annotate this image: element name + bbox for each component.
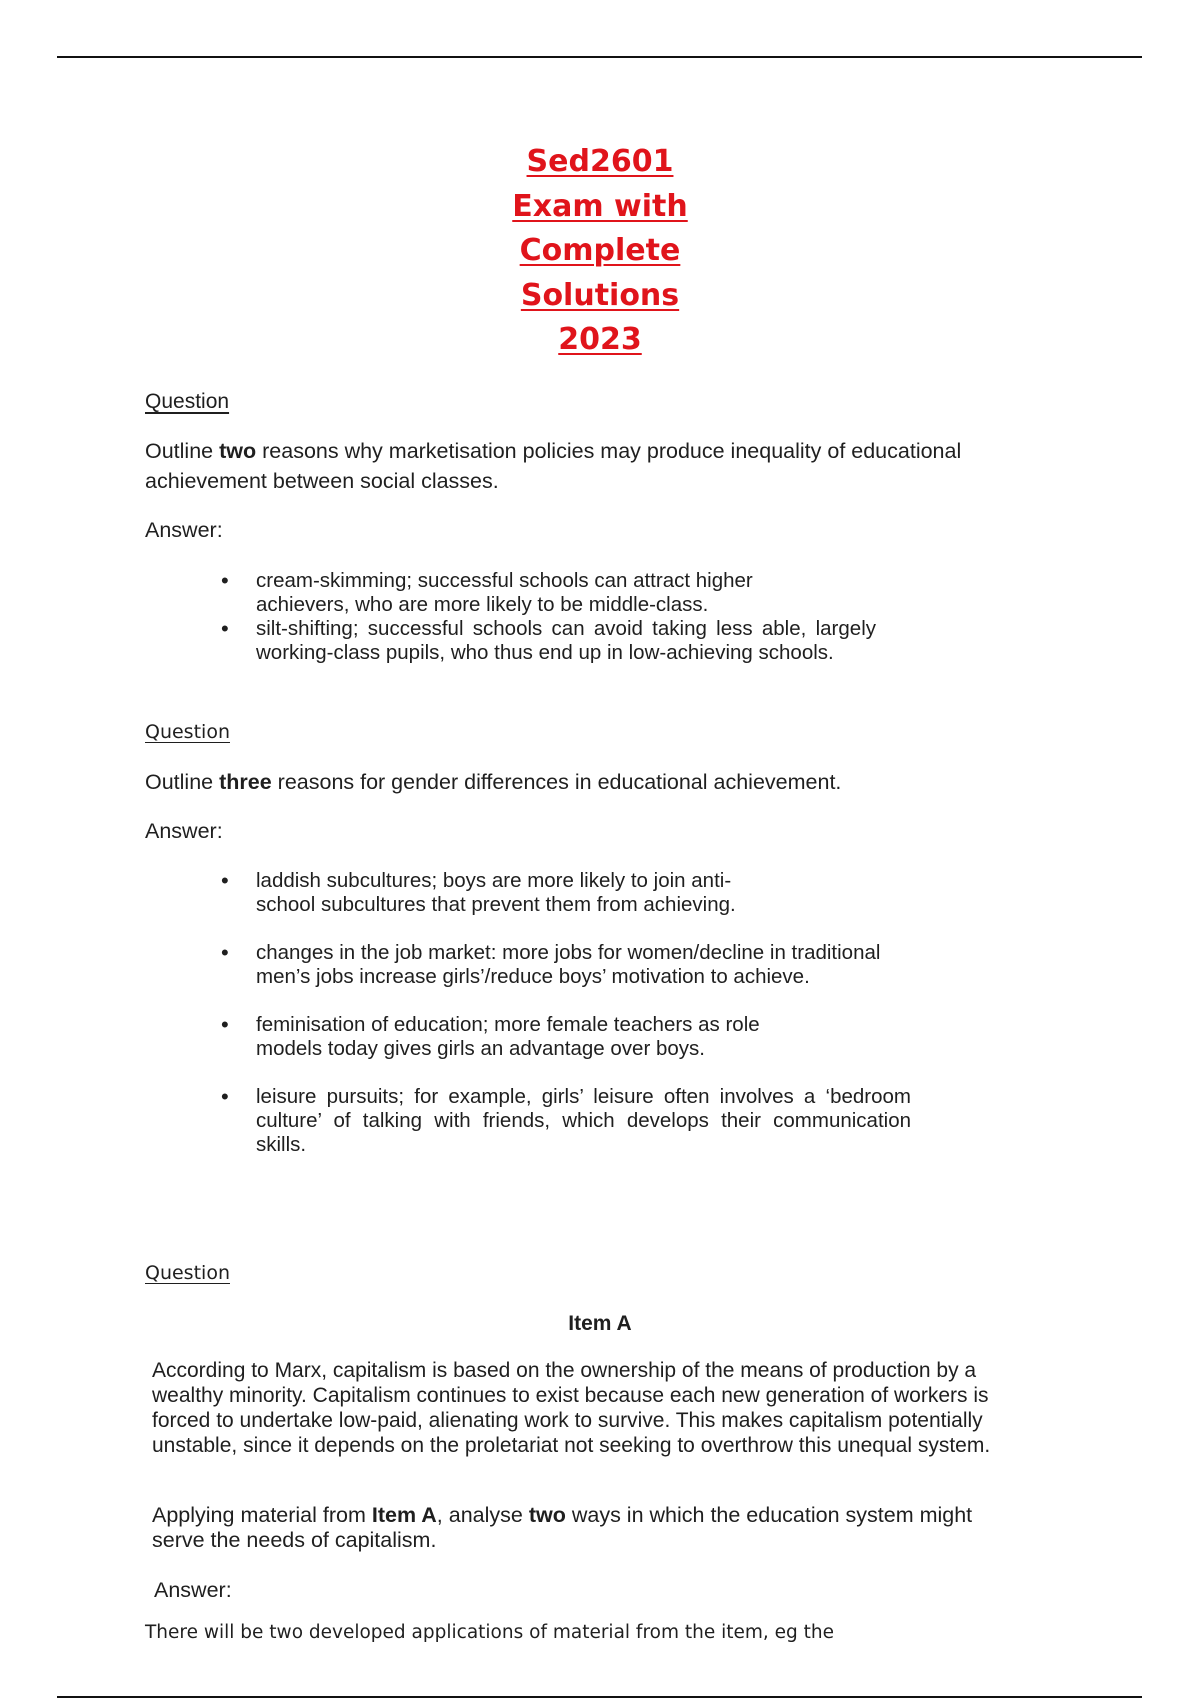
list-item: • silt-shifting; successful schools can avoid taking less able, largely working-class pupils, who thus end up in low-achieving schools. — [221, 617, 876, 665]
q3-label: Question — [145, 1262, 230, 1284]
title-line-3: Complete — [519, 233, 681, 268]
q2-answer-label: Answer: — [145, 819, 223, 843]
q1-label: Question — [145, 390, 230, 413]
item-a-text: According to Marx, capitalism is based on the ownership of the means of production by a wealthy minority. Capitalism continues to exist because each new generation of workers is forced to undertake low-paid, alienating work to survive. This makes capitalism potentially unstable, since it depends on the proletariat not seeking to overthrow this unequal system. — [152, 1359, 991, 1457]
item-a-title: Item A — [568, 1312, 632, 1335]
q1-answer-list — [221, 569, 876, 665]
title-line-1: Sed2601 — [526, 144, 674, 179]
q3-question-text: Applying material from Item A, analyse two ways in which the education system might serve the needs of capitalism. — [152, 1503, 973, 1552]
q2-label: Question — [145, 721, 230, 743]
q1-question-text: Outline two reasons why marketisation policies may produce inequality of educational achievement between social classes. — [145, 439, 962, 493]
q2-question-text: Outline three reasons for gender differences in educational achievement. — [145, 770, 842, 794]
title-line-2: Exam with — [512, 188, 688, 224]
q2-answer-list — [221, 869, 911, 1157]
list-item: • leisure pursuits; for example, girls’ leisure often involves a ‘bedroom culture’ of talking with friends, which develops their communication skills. — [221, 1085, 911, 1157]
title-line-4: Solutions — [520, 277, 680, 313]
list-item: • feminisation of education; more female teachers as role models today gives girls an advantage over boys. — [221, 1013, 816, 1061]
bottom-rule — [57, 1696, 1142, 1698]
title-line-5: 2023 — [558, 322, 642, 357]
q3-answer-text: There will be two developed applications of material from the item, eg the — [145, 1622, 835, 1643]
q3-answer-label: Answer: — [154, 1578, 232, 1602]
list-item: • cream-skimming; successful schools can attract higher achievers, who are more likely to be middle-class. — [221, 569, 776, 617]
document-title — [0, 140, 1200, 363]
list-item: • changes in the job market: more jobs for women/decline in traditional men’s jobs increase girls’/reduce boys’ motivation to achieve. — [221, 941, 886, 989]
top-rule — [57, 56, 1142, 58]
q1-answer-label: Answer: — [145, 518, 223, 542]
list-item: • laddish subcultures; boys are more likely to join anti-school subcultures that prevent them from achieving. — [221, 869, 786, 917]
